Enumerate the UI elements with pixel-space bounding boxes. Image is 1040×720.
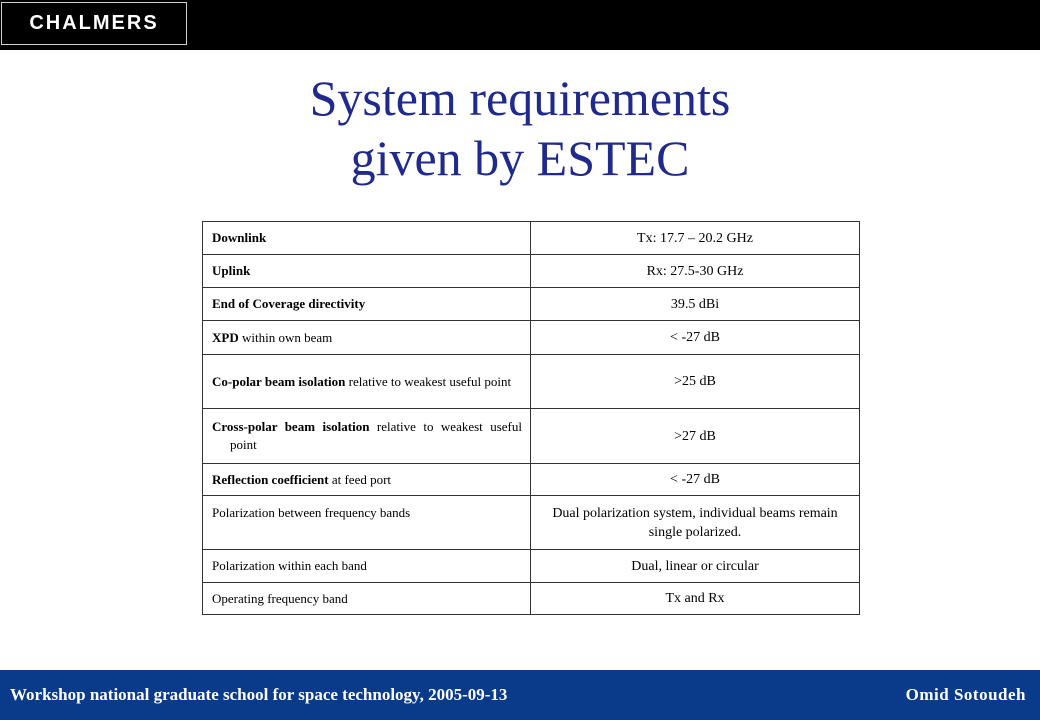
footer-event: Workshop national graduate school for space technology, 2005-09-13: [10, 685, 508, 704]
requirement-label: [203, 583, 531, 615]
label-rest: at feed port: [328, 471, 392, 487]
requirements-table: [202, 221, 860, 615]
requirement-label: [203, 355, 531, 409]
slide-title: [0, 68, 1040, 188]
requirement-label: [203, 550, 531, 583]
table-row: [203, 355, 860, 409]
requirement-value: Rx: 27.5-30 GHz: [531, 255, 860, 288]
table-row: [203, 321, 860, 355]
requirement-label: [203, 496, 531, 550]
requirement-label: [203, 288, 531, 321]
title-line-1: System requirements: [309, 70, 731, 126]
requirement-value: >27 dB: [531, 409, 860, 464]
label-bold: XPD: [212, 329, 239, 345]
label-bold: Reflection coefficient: [212, 471, 329, 487]
requirement-value: < -27 dB: [531, 464, 860, 496]
table-row: [203, 496, 860, 550]
table-row: [203, 550, 860, 583]
top-bar: [0, 0, 1040, 50]
label-bold: Downlink: [212, 230, 267, 245]
table-row: [203, 583, 860, 615]
requirement-value: Dual, linear or circular: [531, 550, 860, 583]
label-bold: Co-polar beam isolation: [212, 373, 346, 389]
requirement-label: [203, 409, 531, 464]
label-rest: Polarization between frequency bands: [212, 505, 411, 520]
chalmers-logo: CHALMERS: [1, 2, 187, 45]
requirement-value: Dual polarization system, individual beams remain single polarized.: [531, 496, 860, 550]
requirement-value: >25 dB: [531, 355, 860, 409]
table-row: [203, 255, 860, 288]
requirement-label: [203, 255, 531, 288]
table-row: [203, 409, 860, 464]
requirement-value: Tx: 17.7 – 20.2 GHz: [531, 222, 860, 255]
label-bold: End of Coverage directivity: [212, 296, 366, 311]
title-line-2: given by ESTEC: [350, 130, 690, 186]
label-rest: within own beam: [238, 329, 333, 345]
requirement-value: Tx and Rx: [531, 583, 860, 615]
label-rest: relative to weakest useful point: [230, 419, 523, 452]
requirement-label: [203, 222, 531, 255]
label-rest: Polarization within each band: [212, 558, 367, 573]
label-bold: Uplink: [212, 263, 251, 278]
requirement-value: 39.5 dBi: [531, 288, 860, 321]
footer-author: Omid Sotoudeh: [905, 685, 1026, 704]
requirement-label: [203, 321, 531, 355]
table-row: [203, 288, 860, 321]
label-rest: relative to weakest useful point: [345, 373, 512, 389]
label-bold: Cross-polar beam isolation: [212, 419, 370, 434]
table-row: [203, 222, 860, 255]
footer-bar: [0, 670, 1040, 720]
table-row: [203, 464, 860, 496]
label-rest: Operating frequency band: [212, 590, 348, 606]
requirement-value: < -27 dB: [531, 321, 860, 355]
requirement-label: [203, 464, 531, 496]
